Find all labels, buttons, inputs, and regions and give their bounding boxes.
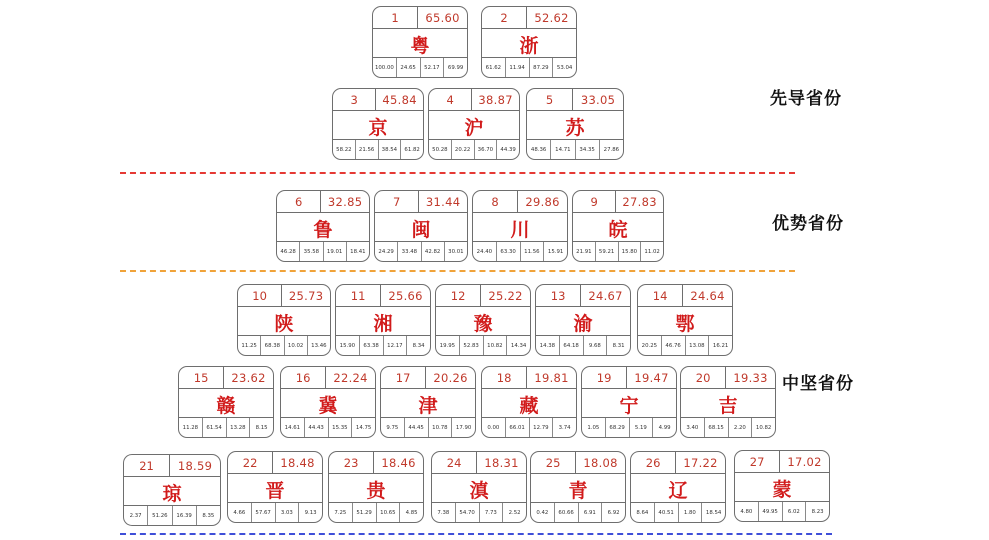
sub-score: 16.21	[712, 342, 729, 349]
sub-score: 17.90	[455, 424, 472, 431]
sub-score: 13.46	[311, 342, 327, 349]
province-abbrev: 陕	[274, 312, 294, 335]
rank-number: 5	[527, 89, 573, 110]
sub-score: 24.29	[375, 242, 398, 261]
province-card	[535, 284, 631, 356]
province-card	[428, 88, 520, 160]
province-card	[227, 451, 323, 523]
province-card	[431, 451, 527, 523]
sub-score: 51.26	[148, 506, 172, 525]
card-header	[179, 367, 273, 389]
rank-number: 16	[281, 367, 326, 388]
sub-score: 15.91	[547, 248, 564, 255]
sub-scores	[681, 417, 775, 437]
total-score: 17.22	[683, 455, 718, 470]
divider-core	[120, 533, 832, 535]
rank-number: 19	[582, 367, 627, 388]
card-header	[333, 89, 423, 111]
sub-score: 4.99	[658, 424, 671, 431]
sub-score: 10.82	[755, 424, 772, 431]
total-score: 17.02	[787, 454, 822, 469]
sub-score: 68.15	[705, 418, 729, 437]
province-abbrev: 鄂	[675, 312, 695, 335]
rank-number: 25	[531, 452, 576, 473]
sub-score: 51.29	[353, 503, 377, 522]
sub-score: 68.29	[606, 418, 630, 437]
rank-number: 23	[329, 452, 374, 473]
sub-score: 30.01	[448, 248, 464, 255]
card-header	[281, 367, 375, 389]
province-card	[276, 190, 370, 262]
province-abbrev: 辽	[668, 479, 688, 502]
sub-score: 44.43	[305, 418, 329, 437]
total-score: 65.60	[425, 10, 460, 25]
province-card	[734, 450, 830, 522]
sub-score: 14.75	[355, 424, 372, 431]
card-header	[735, 451, 829, 473]
card-header	[473, 191, 567, 213]
sub-score: 12.17	[384, 336, 408, 355]
divider-leading	[120, 172, 795, 174]
province-card	[530, 451, 626, 523]
sub-score: 9.13	[304, 509, 317, 516]
sub-score: 11.56	[521, 242, 545, 261]
sub-score: 20.22	[452, 140, 475, 159]
province-card	[178, 366, 274, 438]
card-header	[482, 367, 576, 389]
sub-score: 0.00	[482, 418, 506, 437]
sub-score: 50.28	[429, 140, 452, 159]
total-score: 18.31	[484, 455, 519, 470]
sub-score: 11.25	[238, 336, 261, 355]
sub-score: 2.37	[124, 506, 148, 525]
sub-score: 6.92	[607, 509, 620, 516]
sub-score: 3.40	[681, 418, 705, 437]
sub-score: 42.82	[422, 242, 445, 261]
sub-scores	[473, 241, 567, 261]
sub-score: 69.99	[447, 64, 464, 71]
sub-score: 13.08	[686, 336, 710, 355]
sub-score: 36.70	[475, 140, 498, 159]
sub-score: 33.48	[398, 242, 421, 261]
sub-score: 61.62	[482, 58, 506, 77]
province-abbrev: 豫	[473, 312, 493, 335]
sub-score: 3.74	[558, 424, 571, 431]
sub-score: 6.02	[783, 502, 807, 521]
total-score: 23.62	[231, 370, 266, 385]
sub-score: 7.38	[432, 503, 456, 522]
province-card	[581, 366, 677, 438]
sub-score: 11.28	[179, 418, 203, 437]
province-card	[472, 190, 568, 262]
province-abbrev: 鲁	[313, 218, 333, 241]
province-card	[372, 6, 468, 78]
total-score: 24.67	[588, 288, 623, 303]
sub-score: 21.56	[356, 140, 379, 159]
province-abbrev: 渝	[573, 312, 593, 335]
sub-score: 68.38	[261, 336, 284, 355]
total-score: 22.24	[333, 370, 368, 385]
province-card	[526, 88, 624, 160]
sub-score: 16.39	[173, 506, 197, 525]
total-score: 25.66	[388, 288, 423, 303]
sub-score: 7.25	[329, 503, 353, 522]
sub-score: 9.75	[381, 418, 405, 437]
sub-scores	[277, 241, 369, 261]
total-score: 38.87	[478, 92, 513, 107]
province-abbrev: 青	[568, 479, 588, 502]
sub-score: 52.17	[421, 58, 445, 77]
sub-score: 63.38	[360, 336, 384, 355]
sub-score: 18.41	[350, 248, 366, 255]
sub-score: 54.70	[456, 503, 480, 522]
rank-number: 24	[432, 452, 477, 473]
sub-scores	[638, 335, 732, 355]
sub-score: 8.64	[631, 503, 655, 522]
sub-scores	[238, 335, 330, 355]
sub-score: 46.76	[662, 336, 686, 355]
card-header	[329, 452, 423, 474]
sub-score: 4.85	[405, 509, 418, 516]
sub-score: 44.45	[405, 418, 429, 437]
rank-number: 6	[277, 191, 321, 212]
province-abbrev: 苏	[565, 116, 585, 139]
sub-score: 52.83	[460, 336, 484, 355]
sub-scores	[527, 139, 623, 159]
total-score: 52.62	[534, 10, 569, 25]
province-card	[123, 454, 221, 526]
province-abbrev: 琼	[162, 482, 182, 505]
sub-score: 64.18	[560, 336, 584, 355]
province-card	[332, 88, 424, 160]
sub-score: 59.21	[596, 242, 619, 261]
province-card	[380, 366, 476, 438]
sub-score: 18.54	[705, 509, 722, 516]
province-abbrev: 蒙	[772, 478, 792, 501]
sub-scores	[281, 417, 375, 437]
sub-score: 48.36	[527, 140, 551, 159]
sub-score: 14.61	[281, 418, 305, 437]
tier-label-advantage: 优势省份	[772, 214, 844, 234]
rank-number: 13	[536, 285, 581, 306]
sub-score: 10.78	[429, 418, 453, 437]
sub-scores	[179, 417, 273, 437]
sub-score: 19.01	[324, 242, 347, 261]
tier-label-leading: 先导省份	[770, 89, 842, 109]
province-abbrev: 浙	[519, 34, 539, 57]
sub-scores	[432, 502, 526, 522]
card-header	[582, 367, 676, 389]
total-score: 31.44	[425, 194, 461, 209]
sub-scores	[375, 241, 467, 261]
card-header	[432, 452, 526, 474]
card-header	[681, 367, 775, 389]
sub-score: 20.25	[638, 336, 662, 355]
card-header	[373, 7, 467, 29]
province-abbrev: 赣	[216, 394, 236, 417]
sub-score: 63.30	[497, 242, 521, 261]
province-abbrev: 冀	[318, 394, 338, 417]
province-abbrev: 津	[418, 394, 438, 417]
province-abbrev: 滇	[469, 479, 489, 502]
sub-score: 24.65	[397, 58, 421, 77]
province-card	[481, 6, 577, 78]
card-header	[527, 89, 623, 111]
card-header	[124, 455, 220, 477]
sub-score: 87.29	[530, 58, 554, 77]
rank-number: 21	[124, 455, 170, 476]
sub-score: 2.52	[508, 509, 521, 516]
rank-number: 22	[228, 452, 273, 473]
rank-number: 4	[429, 89, 472, 110]
sub-score: 40.51	[655, 503, 679, 522]
total-score: 20.26	[433, 370, 468, 385]
province-abbrev: 京	[368, 116, 388, 139]
card-header	[228, 452, 322, 474]
card-header	[638, 285, 732, 307]
sub-scores	[228, 502, 322, 522]
sub-score: 14.71	[551, 140, 575, 159]
card-header	[482, 7, 576, 29]
total-score: 18.48	[280, 455, 315, 470]
total-score: 32.85	[327, 194, 363, 209]
sub-score: 1.05	[582, 418, 606, 437]
sub-score: 34.35	[576, 140, 600, 159]
sub-score: 61.82	[404, 146, 420, 153]
sub-score: 1.80	[679, 503, 703, 522]
sub-score: 5.19	[630, 418, 654, 437]
province-abbrev: 川	[510, 218, 530, 241]
total-score: 29.86	[525, 194, 560, 209]
sub-score: 100.00	[373, 58, 397, 77]
sub-scores	[436, 335, 530, 355]
sub-score: 8.23	[811, 508, 824, 515]
sub-score: 11.94	[506, 58, 530, 77]
total-score: 25.22	[488, 288, 523, 303]
province-card	[435, 284, 531, 356]
rank-number: 9	[573, 191, 616, 212]
sub-score: 15.80	[619, 242, 642, 261]
province-card	[335, 284, 431, 356]
sub-score: 27.86	[603, 146, 620, 153]
sub-score: 15.35	[329, 418, 353, 437]
total-score: 33.05	[580, 92, 616, 107]
rank-number: 15	[179, 367, 224, 388]
card-header	[536, 285, 630, 307]
sub-score: 8.35	[202, 512, 215, 519]
province-card	[328, 451, 424, 523]
rank-number: 8	[473, 191, 518, 212]
total-score: 18.59	[177, 458, 213, 473]
rank-number: 2	[482, 7, 527, 28]
province-card	[374, 190, 468, 262]
province-abbrev: 宁	[619, 394, 639, 417]
sub-score: 11.02	[644, 248, 660, 255]
sub-score: 4.66	[228, 503, 252, 522]
sub-score: 35.58	[300, 242, 323, 261]
province-card	[481, 366, 577, 438]
rank-number: 3	[333, 89, 376, 110]
province-card	[680, 366, 776, 438]
total-score: 19.81	[534, 370, 569, 385]
sub-score: 13.28	[227, 418, 251, 437]
rank-number: 26	[631, 452, 676, 473]
sub-scores	[735, 501, 829, 521]
total-score: 18.46	[381, 455, 416, 470]
total-score: 24.64	[690, 288, 725, 303]
rank-number: 1	[373, 7, 418, 28]
province-abbrev: 贵	[366, 479, 386, 502]
card-header	[573, 191, 663, 213]
sub-scores	[329, 502, 423, 522]
card-header	[277, 191, 369, 213]
total-score: 27.83	[622, 194, 657, 209]
sub-score: 21.91	[573, 242, 596, 261]
sub-scores	[482, 57, 576, 77]
province-card	[637, 284, 733, 356]
rank-number: 11	[336, 285, 381, 306]
province-abbrev: 晋	[265, 479, 285, 502]
sub-scores	[536, 335, 630, 355]
sub-score: 7.73	[480, 503, 504, 522]
province-card	[572, 190, 664, 262]
sub-scores	[573, 241, 663, 261]
sub-score: 14.38	[536, 336, 560, 355]
sub-score: 8.34	[412, 342, 425, 349]
province-abbrev: 吉	[718, 394, 738, 417]
sub-score: 46.28	[277, 242, 300, 261]
sub-scores	[373, 57, 467, 77]
card-header	[436, 285, 530, 307]
province-abbrev: 闽	[411, 218, 431, 241]
rank-number: 18	[482, 367, 527, 388]
province-abbrev: 湘	[373, 312, 393, 335]
rank-number: 27	[735, 451, 780, 472]
sub-score: 8.31	[612, 342, 625, 349]
sub-scores	[631, 502, 725, 522]
sub-score: 58.22	[333, 140, 356, 159]
total-score: 19.47	[634, 370, 669, 385]
sub-score: 4.80	[735, 502, 759, 521]
sub-score: 10.82	[484, 336, 508, 355]
card-header	[631, 452, 725, 474]
card-header	[238, 285, 330, 307]
sub-scores	[333, 139, 423, 159]
sub-score: 10.65	[377, 503, 401, 522]
sub-score: 15.90	[336, 336, 360, 355]
sub-score: 38.54	[379, 140, 402, 159]
province-card	[630, 451, 726, 523]
total-score: 19.33	[733, 370, 768, 385]
sub-score: 0.42	[531, 503, 555, 522]
sub-score: 10.02	[285, 336, 308, 355]
sub-score: 61.54	[203, 418, 227, 437]
province-abbrev: 沪	[464, 116, 484, 139]
card-header	[336, 285, 430, 307]
rank-number: 17	[381, 367, 426, 388]
sub-score: 44.39	[500, 146, 516, 153]
sub-score: 53.04	[556, 64, 573, 71]
rank-number: 14	[638, 285, 683, 306]
sub-scores	[336, 335, 430, 355]
province-card	[237, 284, 331, 356]
total-score: 25.73	[288, 288, 324, 303]
total-score: 18.08	[583, 455, 618, 470]
province-abbrev: 皖	[608, 218, 628, 241]
sub-score: 66.01	[506, 418, 530, 437]
sub-scores	[429, 139, 519, 159]
sub-scores	[381, 417, 475, 437]
total-score: 45.84	[382, 92, 417, 107]
province-card	[280, 366, 376, 438]
card-header	[381, 367, 475, 389]
sub-score: 9.68	[584, 336, 608, 355]
sub-scores	[531, 502, 625, 522]
card-header	[375, 191, 467, 213]
sub-scores	[124, 505, 220, 525]
sub-score: 57.67	[252, 503, 276, 522]
sub-score: 49.95	[759, 502, 783, 521]
divider-advantage	[120, 270, 795, 272]
rank-number: 10	[238, 285, 282, 306]
sub-scores	[482, 417, 576, 437]
rank-number: 12	[436, 285, 481, 306]
province-abbrev: 藏	[519, 394, 539, 417]
tier-label-core: 中坚省份	[782, 374, 854, 394]
card-header	[531, 452, 625, 474]
sub-score: 2.20	[729, 418, 753, 437]
sub-score: 3.03	[276, 503, 300, 522]
rank-number: 7	[375, 191, 419, 212]
sub-score: 14.34	[510, 342, 527, 349]
province-abbrev: 粤	[410, 34, 430, 57]
sub-score: 6.91	[579, 503, 603, 522]
sub-score: 24.40	[473, 242, 497, 261]
card-header	[429, 89, 519, 111]
sub-score: 12.79	[530, 418, 554, 437]
rank-number: 20	[681, 367, 726, 388]
sub-scores	[582, 417, 676, 437]
sub-score: 19.95	[436, 336, 460, 355]
sub-score: 8.15	[255, 424, 268, 431]
sub-score: 60.66	[555, 503, 579, 522]
